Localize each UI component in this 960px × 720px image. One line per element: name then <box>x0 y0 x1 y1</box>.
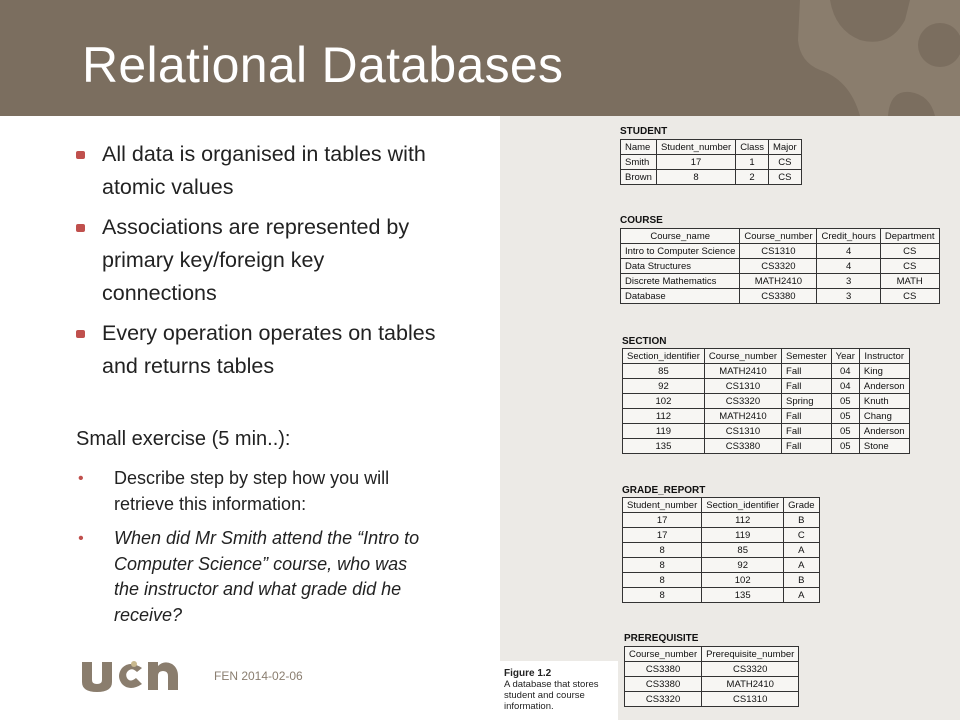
slide-title: Relational Databases <box>82 37 564 93</box>
cell: CS <box>880 244 939 259</box>
table-row <box>625 662 799 677</box>
table-row <box>623 558 820 573</box>
table-row <box>623 424 910 439</box>
bullet-item <box>76 138 436 204</box>
table-row <box>623 379 910 394</box>
course-table <box>620 228 940 304</box>
main-bullets <box>76 138 436 390</box>
col-header: Name <box>621 140 657 155</box>
cell: 92 <box>702 558 784 573</box>
grade-report-table <box>622 497 820 603</box>
caption-title: Figure 1.2 <box>504 668 552 679</box>
col-header: Section_identifier <box>702 498 784 513</box>
cell: Fall <box>782 379 832 394</box>
col-header: Course_name <box>621 229 740 244</box>
table-row <box>621 155 802 170</box>
cell: Intro to Computer Science <box>621 244 740 259</box>
cell: Fall <box>782 424 832 439</box>
header-bar <box>0 0 960 116</box>
cell: 05 <box>831 424 859 439</box>
cell: 05 <box>831 394 859 409</box>
cell: 05 <box>831 439 859 454</box>
exercise-question <box>78 526 428 628</box>
cell: 8 <box>623 588 702 603</box>
cell: 05 <box>831 409 859 424</box>
caption-text: A database that stores student and course information. <box>504 679 599 712</box>
cell: 135 <box>702 588 784 603</box>
cell: MATH2410 <box>704 364 781 379</box>
table-header-row <box>623 349 910 364</box>
cell: 112 <box>623 409 705 424</box>
col-header: Course_number <box>704 349 781 364</box>
cell: 3 <box>817 274 880 289</box>
col-header: Semester <box>782 349 832 364</box>
cell: 8 <box>623 558 702 573</box>
cell: CS3320 <box>704 394 781 409</box>
cell: Data Structures <box>621 259 740 274</box>
table-row <box>623 528 820 543</box>
table-row <box>623 409 910 424</box>
exercise-question-text: When did Mr Smith attend the “Intro to Computer Science” course, who was the instructor and what grade did he receive? <box>114 528 420 625</box>
bullet-square-icon <box>76 151 85 159</box>
col-header: Prerequisite_number <box>702 647 799 662</box>
col-header: Instructor <box>859 349 909 364</box>
cell: CS1310 <box>704 424 781 439</box>
table-label-student: STUDENT <box>620 126 668 137</box>
col-header: Class <box>736 140 769 155</box>
cell: 112 <box>702 513 784 528</box>
cell: CS3380 <box>625 677 702 692</box>
bullet-item <box>76 211 436 310</box>
svg-text:ucn: ucn <box>80 656 82 657</box>
cell: CS3380 <box>625 662 702 677</box>
table-label-section: SECTION <box>622 336 667 347</box>
cell: Fall <box>782 364 832 379</box>
cell: CS1310 <box>740 244 817 259</box>
cell: 102 <box>702 573 784 588</box>
cell: 85 <box>702 543 784 558</box>
cell: Anderson <box>859 379 909 394</box>
table-row <box>623 543 820 558</box>
cell: 17 <box>623 513 702 528</box>
table-row <box>625 692 799 707</box>
table-label-course: COURSE <box>620 215 663 226</box>
col-header: Major <box>768 140 801 155</box>
cell: C <box>784 528 819 543</box>
cell: Database <box>621 289 740 304</box>
table-row <box>623 394 910 409</box>
cell: CS3380 <box>704 439 781 454</box>
cell: 8 <box>656 170 735 185</box>
cell: CS <box>768 155 801 170</box>
cell: 92 <box>623 379 705 394</box>
cell: 04 <box>831 364 859 379</box>
cell: 119 <box>702 528 784 543</box>
bullet-item <box>76 317 436 383</box>
col-header: Grade <box>784 498 819 513</box>
cell: 17 <box>623 528 702 543</box>
student-table <box>620 139 802 185</box>
table-row <box>621 274 940 289</box>
cell: CS <box>880 289 939 304</box>
cell: A <box>784 588 819 603</box>
table-header-row <box>621 229 940 244</box>
cell: 8 <box>623 573 702 588</box>
cell: CS1310 <box>704 379 781 394</box>
bullet-text: Every operation operates on tables and returns tables <box>102 321 436 378</box>
exercise-item <box>78 466 428 517</box>
cell: King <box>859 364 909 379</box>
cell: MATH2410 <box>740 274 817 289</box>
bullet-dot-icon: • <box>78 470 84 487</box>
col-header: Course_number <box>740 229 817 244</box>
cell: A <box>784 558 819 573</box>
cell: Fall <box>782 439 832 454</box>
decorative-shapes <box>740 0 960 116</box>
cell: CS3320 <box>702 662 799 677</box>
cell: Spring <box>782 394 832 409</box>
cell: B <box>784 573 819 588</box>
table-row <box>621 170 802 185</box>
table-header-row <box>625 647 799 662</box>
cell: CS3320 <box>740 259 817 274</box>
cell: MATH <box>880 274 939 289</box>
cell: 119 <box>623 424 705 439</box>
cell: MATH2410 <box>702 677 799 692</box>
cell: 3 <box>817 289 880 304</box>
cell: CS3380 <box>740 289 817 304</box>
cell: Smith <box>621 155 657 170</box>
cell: CS1310 <box>702 692 799 707</box>
cell: Stone <box>859 439 909 454</box>
cell: 4 <box>817 244 880 259</box>
exercise-text: Describe step by step how you will retrieve this information: <box>114 468 390 514</box>
table-row <box>621 259 940 274</box>
col-header: Section_identifier <box>623 349 705 364</box>
cell: 1 <box>736 155 769 170</box>
table-row <box>623 573 820 588</box>
bullet-text: All data is organised in tables with atomic values <box>102 142 426 199</box>
exercise-list <box>78 466 428 637</box>
figure-caption <box>504 668 604 712</box>
cell: 4 <box>817 259 880 274</box>
cell: Chang <box>859 409 909 424</box>
cell: Fall <box>782 409 832 424</box>
table-header-row <box>623 498 820 513</box>
table-row <box>623 588 820 603</box>
table-row <box>623 513 820 528</box>
cell: 17 <box>656 155 735 170</box>
cell: Anderson <box>859 424 909 439</box>
cell: Discrete Mathematics <box>621 274 740 289</box>
ucn-logo <box>80 656 180 692</box>
exercise-title: Small exercise (5 min..): <box>76 428 291 450</box>
cell: A <box>784 543 819 558</box>
col-header: Year <box>831 349 859 364</box>
cell: CS <box>880 259 939 274</box>
bullet-dot-icon: • <box>78 530 84 547</box>
table-row <box>625 677 799 692</box>
cell: Brown <box>621 170 657 185</box>
table-row <box>623 439 910 454</box>
bullet-square-icon <box>76 330 85 338</box>
col-header: Student_number <box>656 140 735 155</box>
bullet-text: Associations are represented by primary key/foreign key connections <box>102 215 410 305</box>
cell: 04 <box>831 379 859 394</box>
table-row <box>621 244 940 259</box>
bullet-square-icon <box>76 224 85 232</box>
col-header: Course_number <box>625 647 702 662</box>
cell: 135 <box>623 439 705 454</box>
cell: 2 <box>736 170 769 185</box>
cell: 8 <box>623 543 702 558</box>
table-header-row <box>621 140 802 155</box>
database-figure <box>500 116 960 720</box>
table-row <box>621 289 940 304</box>
prerequisite-table <box>624 646 799 707</box>
cell: MATH2410 <box>704 409 781 424</box>
table-row <box>623 364 910 379</box>
cell: CS <box>768 170 801 185</box>
footer-date: FEN 2014-02-06 <box>214 669 303 683</box>
cell: B <box>784 513 819 528</box>
cell: CS3320 <box>625 692 702 707</box>
col-header: Student_number <box>623 498 702 513</box>
section-table <box>622 348 910 454</box>
col-header: Credit_hours <box>817 229 880 244</box>
cell: 85 <box>623 364 705 379</box>
cell: 102 <box>623 394 705 409</box>
table-label-prerequisite: PREREQUISITE <box>624 633 699 644</box>
cell: Knuth <box>859 394 909 409</box>
table-label-grade-report: GRADE_REPORT <box>622 485 706 496</box>
col-header: Department <box>880 229 939 244</box>
